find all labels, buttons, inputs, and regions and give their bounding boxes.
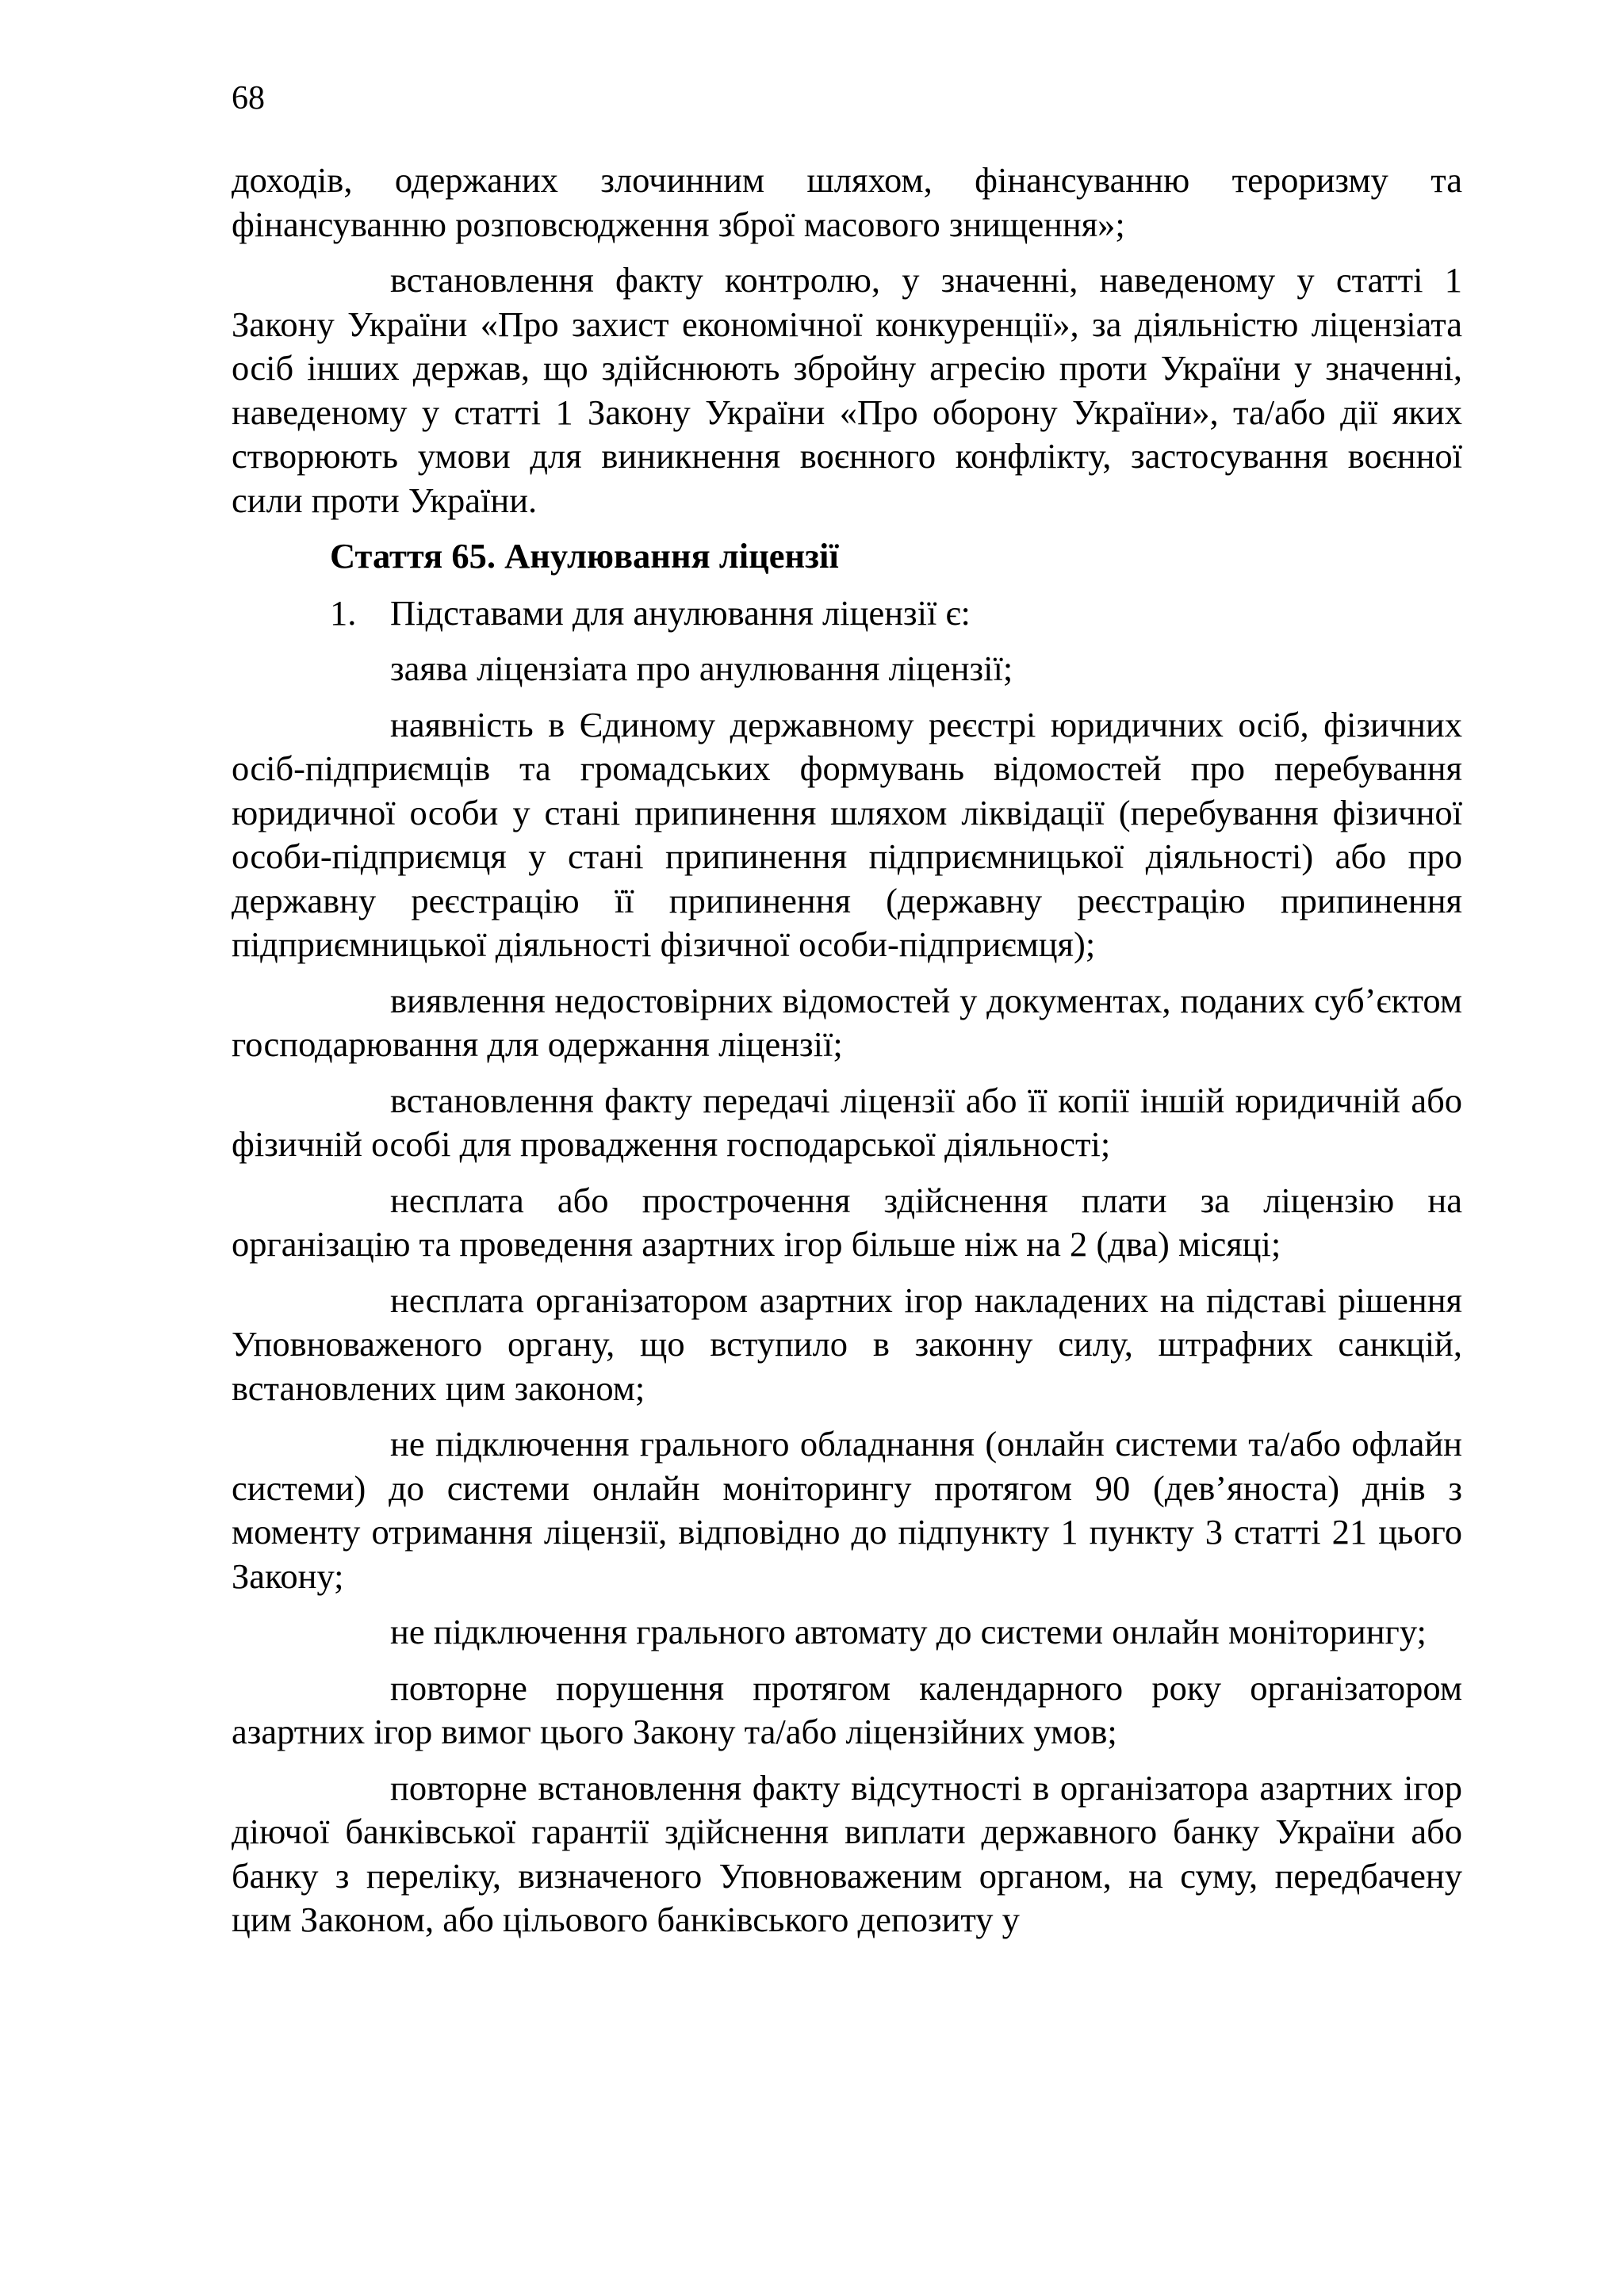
- paragraph-control-fact: встановлення факту контролю, у значенні, наведеному у статті 1 Закону України «Про захист економічної конкуренції», за діяльністю ліцензіата осіб інших держав, що здійснюють збройну агресію проти України у значенні, наведеному у статті 1 Закону України «Про оборону України», та/або дії яких створюють умови для виникнення воєнного конфлікту, застосування воєнної сили проти України.: [232, 260, 1462, 520]
- paragraph-licensee-application: заява ліцензіата про анулювання ліцензії;: [390, 649, 1013, 688]
- paragraph-repeated-violation: повторне порушення протягом календарного року організатором азартних ігор вимог цього Закону та/або ліцензійних умов;: [232, 1667, 1462, 1751]
- paragraph-fee-nonpayment: несплата або прострочення здійснення плати за ліцензію на організацію та проведення азартних ігор більше ніж на 2 (два) місяці;: [232, 1180, 1462, 1264]
- paragraph-bank-guarantee: повторне встановлення факту відсутності в організатора азартних ігор діючої банківської гарантії здійснення виплати державного банку України або банку з переліку, визначеного Уповноваженим органом, на суму, передбачену цим Законом, або цільового банківського депозиту у: [232, 1767, 1462, 1939]
- document-body: [232, 159, 1462, 1954]
- paragraph-slot-monitoring: не підключення грального автомату до системи онлайн моніторингу;: [390, 1612, 1427, 1651]
- article-heading: Стаття 65. Анулювання ліцензії: [330, 536, 839, 576]
- paragraph-registry-record: наявність в Єдиному державному реєстрі юридичних осіб, фізичних осіб-підприємців та громадських формувань відомостей про перебування юридичної особи у стані припинення шляхом ліквідації (перебування фізичної особи-підприємця у стані припинення підприємницької діяльності) або про державну реєстрацію її припинення (державну реєстрацію припинення підприємницької діяльності фізичної особи-підприємця);: [232, 704, 1462, 964]
- paragraph-equipment-monitoring: не підключення грального обладнання (онлайн системи та/або офлайн системи) до системи онлайн моніторингу протягом 90 (дев’яноста) днів з моменту отримання ліцензії, відповідно до підпункту 1 пункту 3 статті 21 цього Закону;: [232, 1424, 1462, 1596]
- list-item-number: 1.: [330, 592, 357, 633]
- paragraph-license-transfer: встановлення факту передачі ліцензії або її копії іншій юридичній або фізичній особі для провадження господарської діяльності;: [232, 1080, 1462, 1164]
- paragraph-fines-nonpayment: несплата організатором азартних ігор накладених на підставі рішення Уповноваженого органу, що вступило в законну силу, штрафних санкцій, встановлених цим законом;: [232, 1280, 1462, 1408]
- list-item-1: [232, 591, 1462, 636]
- paragraph-continuation: доходів, одержаних злочинним шляхом, фінансуванню тероризму та фінансуванню розповсюдження зброї масового знищення»;: [232, 160, 1462, 244]
- paragraph-false-information: виявлення недостовірних відомостей у документах, поданих суб’єктом господарювання для одержання ліцензії;: [232, 980, 1462, 1064]
- page-number: 68: [232, 80, 265, 117]
- list-item-text: Підставами для анулювання ліцензії є:: [390, 592, 971, 633]
